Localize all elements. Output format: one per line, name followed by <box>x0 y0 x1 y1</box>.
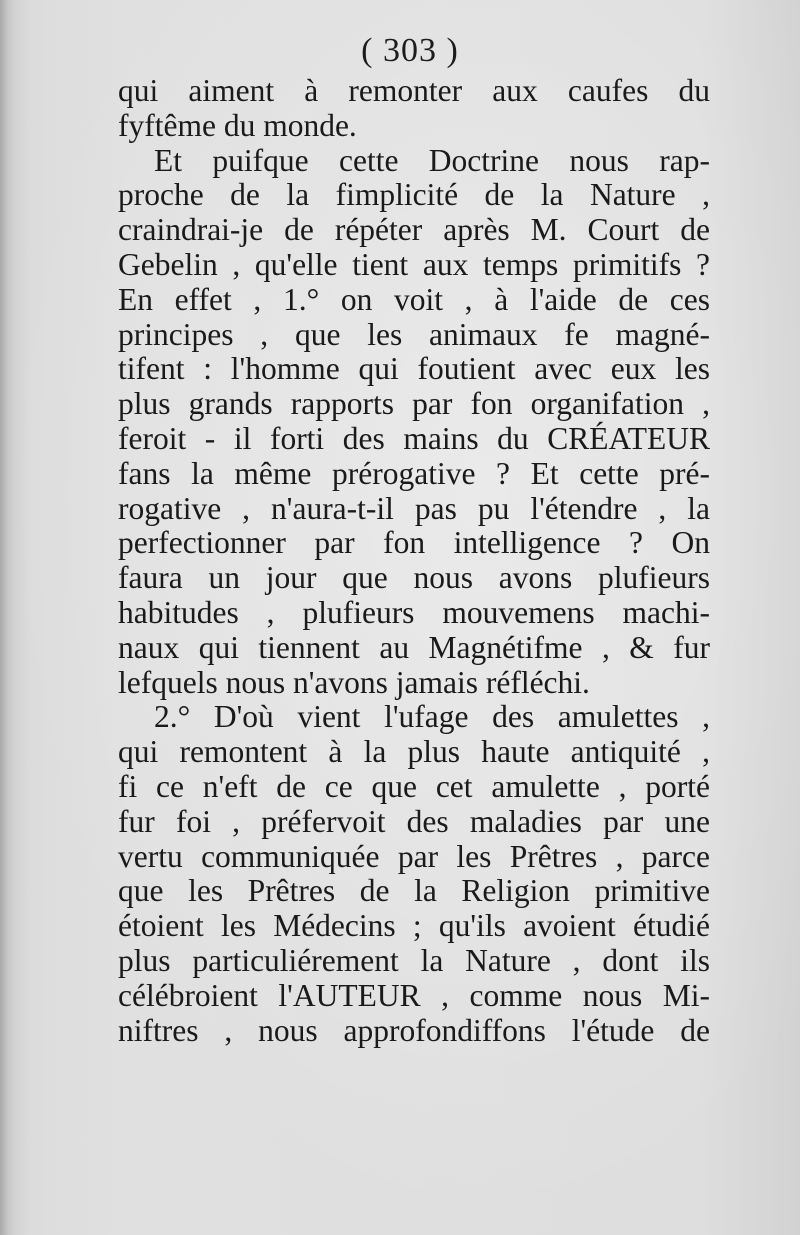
text-line: fi ce n'eft de ce que cet amulette , porté <box>118 768 710 804</box>
text-line: niftres , nous approfondiffons l'étude de <box>118 1012 710 1048</box>
text-line: étoient les Médecins ; qu'ils avoient étudié <box>118 908 710 944</box>
paragraph-first-line: Et puifque cette Doctrine nous rap- <box>154 142 710 178</box>
text-line: vertu communiquée par les Prêtres , parce <box>118 838 710 874</box>
text-line: fyftême du monde. <box>118 107 357 143</box>
text-line: fans la même prérogative ? Et cette pré- <box>118 455 710 491</box>
text-line: En effet , 1.° on voit , à l'aide de ces <box>118 281 710 317</box>
page-gutter-shadow <box>0 0 14 1235</box>
text-line: qui aiment à remonter aux caufes du <box>118 73 710 108</box>
text-line: lefquels nous n'avons jamais réfléchi. <box>118 664 590 700</box>
text-line: Gebelin , qu'elle tient aux temps primitifs ? <box>118 246 710 282</box>
text-line: faura un jour que nous avons plufieurs <box>118 560 710 596</box>
text-line: craindrai-je de répéter après M. Court de <box>118 212 710 248</box>
page-header <box>0 32 800 70</box>
text-line: feroit - il forti des mains du CRÉATEUR <box>118 420 710 456</box>
text-line: célébroient l'AUTEUR , comme nous Mi- <box>118 977 710 1013</box>
text-line: proche de la fimplicité de la Nature , <box>118 177 710 213</box>
text-line: qui remontent à la plus haute antiquité , <box>118 734 710 770</box>
text-line: tifent : l'homme qui foutient avec eux les <box>118 351 710 387</box>
text-line: principes , que les animaux fe magné- <box>118 316 710 352</box>
text-line: perfectionner par fon intelligence ? On <box>118 525 710 561</box>
paragraph-first-line: 2.° D'où vient l'ufage des amulettes , <box>154 699 710 735</box>
page-number: ( 303 ) <box>361 32 459 69</box>
text-line: rogative , n'aura-t-il pas pu l'étendre , la <box>118 490 710 526</box>
text-line: naux qui tiennent au Magnétifme , & fur <box>118 629 710 665</box>
text-line: plus particuliérement la Nature , dont ils <box>118 942 710 978</box>
text-line: habitudes , plufieurs mouvemens machi- <box>118 594 710 630</box>
body-text <box>118 74 710 1048</box>
text-line: fur foi , préfervoit des maladies par une <box>118 803 710 839</box>
text-line: que les Prêtres de la Religion primitive <box>118 873 710 909</box>
text-line: plus grands rapports par fon organifation , <box>118 386 710 422</box>
